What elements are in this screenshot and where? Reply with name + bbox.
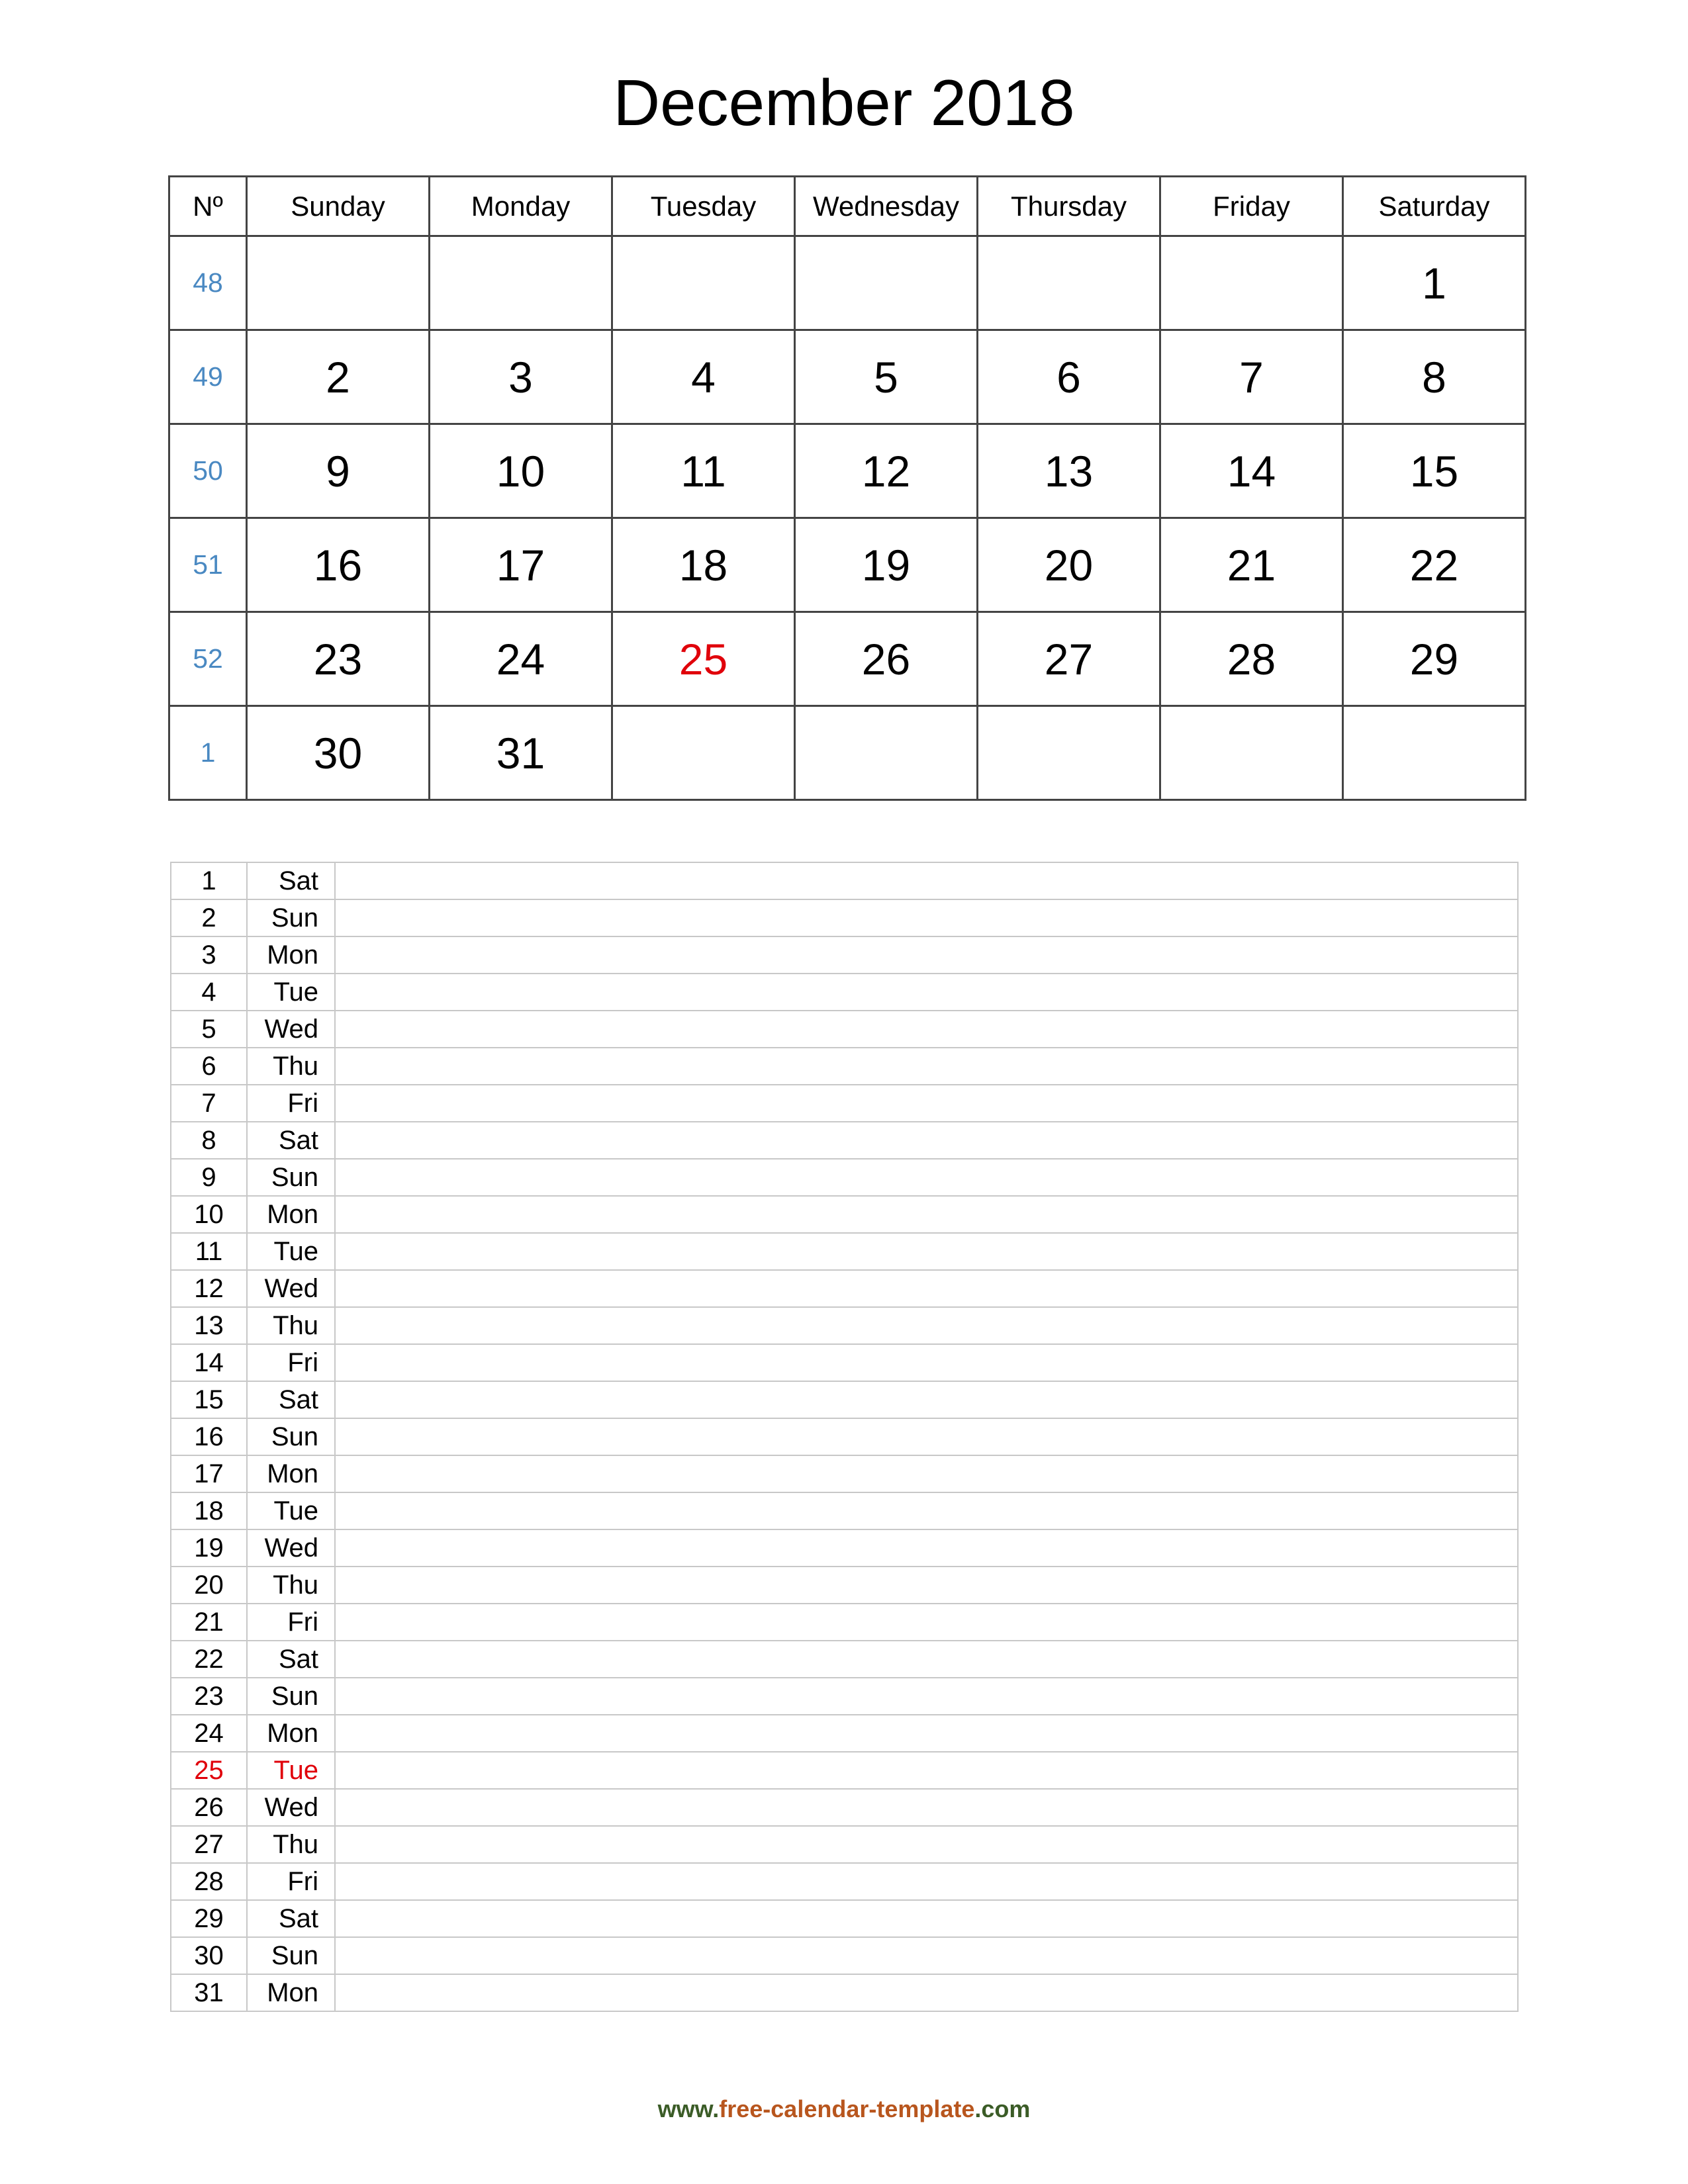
day-number: 28 [1227, 634, 1276, 684]
list-day-number: 30 [171, 1937, 247, 1974]
empty-day-cell [795, 236, 978, 330]
day-cell [612, 424, 795, 518]
empty-day-cell [612, 236, 795, 330]
week-number-header: Nº [169, 177, 247, 236]
day-cell [247, 424, 430, 518]
empty-day-cell [1343, 706, 1526, 800]
day-number: 4 [691, 352, 716, 402]
note-field[interactable] [335, 1233, 1518, 1270]
list-row [171, 1492, 1518, 1529]
list-row [171, 1011, 1518, 1048]
week-number: 48 [169, 236, 247, 330]
day-cell [430, 612, 612, 706]
day-cell [1160, 612, 1343, 706]
month-calendar-grid [168, 175, 1526, 801]
note-field[interactable] [335, 1567, 1518, 1604]
day-cell [1160, 518, 1343, 612]
list-day-of-week: Thu [247, 1567, 335, 1604]
note-field[interactable] [335, 1048, 1518, 1085]
list-day-number: 29 [171, 1900, 247, 1937]
week-row [169, 612, 1526, 706]
day-number: 2 [326, 352, 350, 402]
note-field[interactable] [335, 1529, 1518, 1567]
week-number: 52 [169, 612, 247, 706]
day-cell [430, 518, 612, 612]
note-field[interactable] [335, 1789, 1518, 1826]
list-row [171, 1826, 1518, 1863]
note-field[interactable] [335, 1159, 1518, 1196]
day-cell [795, 330, 978, 424]
note-field[interactable] [335, 1900, 1518, 1937]
day-number: 29 [1409, 634, 1459, 684]
list-day-number: 2 [171, 899, 247, 936]
note-field[interactable] [335, 1604, 1518, 1641]
week-number: 51 [169, 518, 247, 612]
weekday-header-monday: Monday [430, 177, 612, 236]
weekday-header-wednesday: Wednesday [795, 177, 978, 236]
empty-day-cell [1160, 706, 1343, 800]
list-day-of-week: Sat [247, 1122, 335, 1159]
day-number: 16 [313, 540, 363, 590]
list-row [171, 1678, 1518, 1715]
list-row [171, 862, 1518, 899]
list-day-of-week: Thu [247, 1048, 335, 1085]
note-field[interactable] [335, 1752, 1518, 1789]
week-number: 49 [169, 330, 247, 424]
list-row [171, 936, 1518, 974]
list-day-number: 4 [171, 974, 247, 1011]
day-cell [247, 330, 430, 424]
day-cell [612, 612, 795, 706]
day-number: 14 [1227, 446, 1276, 496]
day-cell [795, 424, 978, 518]
list-day-number: 28 [171, 1863, 247, 1900]
day-number: 25 [679, 634, 728, 684]
day-cell [795, 518, 978, 612]
list-day-number: 13 [171, 1307, 247, 1344]
empty-day-cell [978, 236, 1160, 330]
list-row [171, 974, 1518, 1011]
day-number: 6 [1056, 352, 1081, 402]
list-day-number: 9 [171, 1159, 247, 1196]
list-day-number: 25 [171, 1752, 247, 1789]
list-day-number: 22 [171, 1641, 247, 1678]
list-day-of-week: Sat [247, 1900, 335, 1937]
note-field[interactable] [335, 1863, 1518, 1900]
day-number: 26 [861, 634, 911, 684]
day-number: 19 [861, 540, 911, 590]
day-cell [795, 612, 978, 706]
list-day-number: 6 [171, 1048, 247, 1085]
list-day-number: 18 [171, 1492, 247, 1529]
list-row [171, 1381, 1518, 1418]
weekday-header-saturday: Saturday [1343, 177, 1526, 236]
list-day-of-week: Mon [247, 1715, 335, 1752]
week-row [169, 518, 1526, 612]
list-day-number: 15 [171, 1381, 247, 1418]
day-number: 10 [496, 446, 545, 496]
day-number: 23 [313, 634, 363, 684]
list-row [171, 1604, 1518, 1641]
list-day-number: 12 [171, 1270, 247, 1307]
day-number: 3 [508, 352, 533, 402]
day-cell [978, 424, 1160, 518]
day-cell [1343, 612, 1526, 706]
week-number: 1 [169, 706, 247, 800]
day-cell [1160, 330, 1343, 424]
list-day-number: 21 [171, 1604, 247, 1641]
day-cell [978, 612, 1160, 706]
list-row [171, 1715, 1518, 1752]
day-cell [1160, 424, 1343, 518]
day-number: 21 [1227, 540, 1276, 590]
list-day-of-week: Wed [247, 1011, 335, 1048]
list-row [171, 1455, 1518, 1492]
list-day-of-week: Fri [247, 1344, 335, 1381]
daily-notes-list [170, 862, 1519, 2012]
list-row [171, 1900, 1518, 1937]
list-row [171, 1418, 1518, 1455]
list-day-of-week: Sat [247, 1641, 335, 1678]
note-field[interactable] [335, 1344, 1518, 1381]
note-field[interactable] [335, 974, 1518, 1011]
week-row [169, 706, 1526, 800]
list-day-number: 17 [171, 1455, 247, 1492]
list-day-number: 3 [171, 936, 247, 974]
day-number: 18 [679, 540, 728, 590]
note-field[interactable] [335, 899, 1518, 936]
list-row [171, 1048, 1518, 1085]
note-field[interactable] [335, 1196, 1518, 1233]
list-row [171, 1974, 1518, 2011]
footer-website-link[interactable] [0, 2093, 1688, 2126]
note-field[interactable] [335, 1715, 1518, 1752]
day-number: 12 [861, 446, 911, 496]
list-day-number: 11 [171, 1233, 247, 1270]
list-day-number: 20 [171, 1567, 247, 1604]
note-field[interactable] [335, 1307, 1518, 1344]
list-day-of-week: Sun [247, 1418, 335, 1455]
note-field[interactable] [335, 1122, 1518, 1159]
list-row [171, 1270, 1518, 1307]
list-day-number: 1 [171, 862, 247, 899]
list-day-number: 8 [171, 1122, 247, 1159]
empty-day-cell [795, 706, 978, 800]
list-row [171, 1641, 1518, 1678]
list-row [171, 1567, 1518, 1604]
note-field[interactable] [335, 1085, 1518, 1122]
day-number: 31 [496, 728, 545, 778]
day-number: 15 [1409, 446, 1459, 496]
list-day-of-week: Sat [247, 1381, 335, 1418]
week-number: 50 [169, 424, 247, 518]
day-number: 1 [1422, 258, 1446, 308]
list-row [171, 1122, 1518, 1159]
day-cell [1343, 518, 1526, 612]
list-day-number: 27 [171, 1826, 247, 1863]
list-row [171, 1344, 1518, 1381]
day-cell [430, 424, 612, 518]
list-day-number: 19 [171, 1529, 247, 1567]
note-field[interactable] [335, 862, 1518, 899]
page-title: December 2018 [613, 66, 1075, 139]
day-number: 5 [874, 352, 898, 402]
day-number: 22 [1409, 540, 1459, 590]
day-cell [430, 330, 612, 424]
day-cell [612, 330, 795, 424]
list-day-number: 10 [171, 1196, 247, 1233]
list-day-of-week: Tue [247, 1492, 335, 1529]
day-cell [978, 518, 1160, 612]
day-cell [247, 518, 430, 612]
footer-domain: free-calendar-template [719, 2095, 975, 2122]
list-day-number: 31 [171, 1974, 247, 2011]
day-number: 17 [496, 540, 545, 590]
note-field[interactable] [335, 1455, 1518, 1492]
list-day-number: 14 [171, 1344, 247, 1381]
empty-day-cell [247, 236, 430, 330]
day-cell [612, 518, 795, 612]
day-cell [247, 706, 430, 800]
note-field[interactable] [335, 1418, 1518, 1455]
day-cell [1343, 424, 1526, 518]
day-number: 27 [1044, 634, 1094, 684]
list-row [171, 1752, 1518, 1789]
list-day-number: 24 [171, 1715, 247, 1752]
day-number: 8 [1422, 352, 1446, 402]
week-row [169, 424, 1526, 518]
list-day-number: 23 [171, 1678, 247, 1715]
footer-prefix: www. [657, 2095, 720, 2122]
list-day-of-week: Thu [247, 1826, 335, 1863]
day-cell [1343, 236, 1526, 330]
list-row [171, 1233, 1518, 1270]
day-cell [430, 706, 612, 800]
list-day-of-week: Tue [247, 1233, 335, 1270]
note-field[interactable] [335, 1826, 1518, 1863]
day-number: 7 [1239, 352, 1264, 402]
list-row [171, 1196, 1518, 1233]
list-row [171, 899, 1518, 936]
weekday-header-friday: Friday [1160, 177, 1343, 236]
list-day-of-week: Mon [247, 1455, 335, 1492]
list-day-of-week: Sun [247, 899, 335, 936]
week-row [169, 236, 1526, 330]
weekday-header-thursday: Thursday [978, 177, 1160, 236]
list-row [171, 1937, 1518, 1974]
list-row [171, 1529, 1518, 1567]
list-day-of-week: Sun [247, 1937, 335, 1974]
list-day-of-week: Fri [247, 1604, 335, 1641]
weekday-header-tuesday: Tuesday [612, 177, 795, 236]
empty-day-cell [978, 706, 1160, 800]
note-field[interactable] [335, 1678, 1518, 1715]
footer-suffix: .com [974, 2095, 1031, 2122]
list-row [171, 1085, 1518, 1122]
note-field[interactable] [335, 1381, 1518, 1418]
day-number: 24 [496, 634, 545, 684]
week-row [169, 330, 1526, 424]
list-row [171, 1789, 1518, 1826]
list-day-of-week: Tue [247, 974, 335, 1011]
list-day-of-week: Thu [247, 1307, 335, 1344]
note-field[interactable] [335, 1270, 1518, 1307]
list-day-number: 16 [171, 1418, 247, 1455]
list-row [171, 1863, 1518, 1900]
weekday-header-sunday: Sunday [247, 177, 430, 236]
empty-day-cell [1160, 236, 1343, 330]
day-number: 30 [313, 728, 363, 778]
day-cell [247, 612, 430, 706]
day-number: 13 [1044, 446, 1094, 496]
list-day-number: 26 [171, 1789, 247, 1826]
list-day-of-week: Tue [247, 1752, 335, 1789]
note-field[interactable] [335, 1937, 1518, 1974]
list-day-number: 7 [171, 1085, 247, 1122]
day-number: 11 [680, 446, 726, 496]
list-day-of-week: Sat [247, 862, 335, 899]
weekday-header-row [169, 177, 1526, 236]
list-day-of-week: Mon [247, 1196, 335, 1233]
note-field[interactable] [335, 936, 1518, 974]
day-cell [978, 330, 1160, 424]
note-field[interactable] [335, 1492, 1518, 1529]
day-cell [1343, 330, 1526, 424]
list-day-of-week: Wed [247, 1529, 335, 1567]
list-day-number: 5 [171, 1011, 247, 1048]
empty-day-cell [430, 236, 612, 330]
day-number: 9 [326, 446, 350, 496]
empty-day-cell [612, 706, 795, 800]
list-day-of-week: Mon [247, 936, 335, 974]
list-row [171, 1307, 1518, 1344]
list-day-of-week: Fri [247, 1863, 335, 1900]
list-day-of-week: Mon [247, 1974, 335, 2011]
note-field[interactable] [335, 1641, 1518, 1678]
day-number: 20 [1044, 540, 1094, 590]
list-day-of-week: Wed [247, 1270, 335, 1307]
list-day-of-week: Sun [247, 1159, 335, 1196]
list-day-of-week: Fri [247, 1085, 335, 1122]
note-field[interactable] [335, 1011, 1518, 1048]
list-day-of-week: Wed [247, 1789, 335, 1826]
list-day-of-week: Sun [247, 1678, 335, 1715]
note-field[interactable] [335, 1974, 1518, 2011]
list-row [171, 1159, 1518, 1196]
